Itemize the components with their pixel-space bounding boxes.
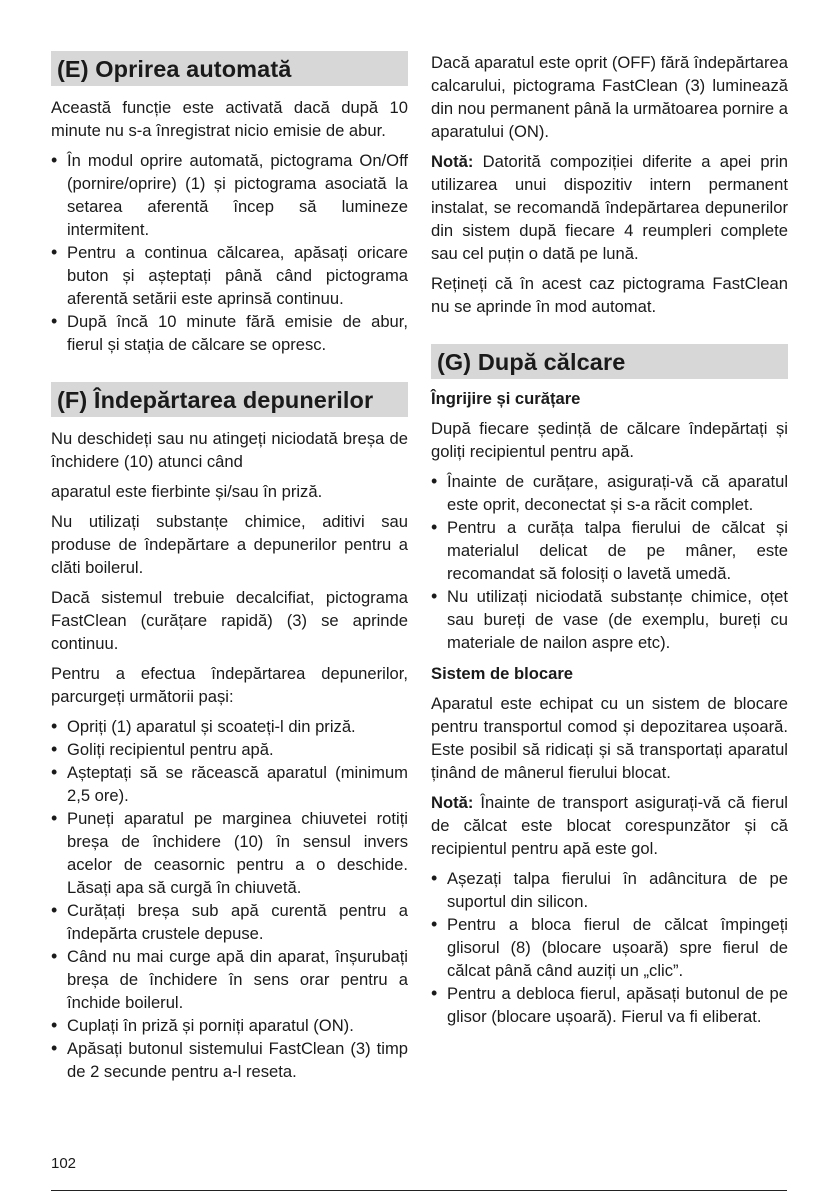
list-item: • Cuplați în priză și porniți aparatul (ON). (51, 1014, 408, 1037)
lock-paragraph: Aparatul este echipat cu un sistem de blocare pentru transportul comod și depozitarea ușoară. Este posibil să ridicați și să transportați aparatul ținând de mânerul fierului blocat. (431, 694, 788, 782)
note-paragraph (431, 791, 788, 860)
page-number: 102 (51, 1155, 77, 1172)
lock-subheading: Sistem de blocare (431, 664, 574, 683)
list-item: • Pentru a debloca fierul, apăsați butonul de pe glisor (blocare ușoară). Fierul va fi eliberat. (431, 982, 788, 1028)
list-item: • Așteptați să se răcească aparatul (minimum 2,5 ore). (51, 761, 408, 807)
section-f-heading: (F) Îndepărtarea depunerilor (51, 382, 408, 417)
section-f-paragraph: aparatul este fierbinte și/sau în priză. (51, 482, 323, 501)
section-f-paragraph: Pentru a efectua îndepărtarea depunerilor, parcurgeți următorii pași: (51, 664, 408, 706)
note-paragraph (431, 150, 788, 265)
note-text: Înainte de transport asigurați-vă că fierul de călcat este blocat corespunzător și că recipientul pentru apă este gol. (431, 793, 788, 858)
care-subheading: Îngrijire și curățare (431, 389, 581, 408)
section-e-heading: (E) Oprirea automată (51, 51, 408, 86)
section-e-intro: Această funcție este activată dacă după 10 minute nu s-a înregistrat nicio emisie de abur. (51, 98, 408, 140)
list-item: • Pentru a bloca fierul de călcat împingeți glisorul (8) (blocare ușoară) spre fierul de călcat până când auziți un „clic”. (431, 913, 788, 982)
section-f-paragraph: Dacă sistemul trebuie decalcifiat, pictograma FastClean (curățare rapidă) (3) se aprinde continuu. (51, 588, 408, 653)
list-item: • Nu utilizați niciodată substanțe chimice, oțet sau bureți de vase (de exemplu, bureți cu materiale de nailon aspre etc). (431, 585, 788, 654)
right-column (431, 51, 788, 1028)
fastclean-paragraph: Dacă aparatul este oprit (OFF) fără îndepărtarea calcarului, pictograma FastClean (3) luminează din nou permanent până la următoarea pornire a aparatului (ON). (431, 53, 789, 141)
list-item: • Puneți aparatul pe marginea chiuvetei rotiți breșa de închidere (10) în sensul invers acelor de ceasornic pentru a o deschide. Lăsați apa să curgă în chiuvetă. (51, 807, 408, 899)
list-item: • După încă 10 minute fără emisie de abur, fierul și stația de călcare se opresc. (51, 310, 408, 356)
section-f-paragraph: Nu deschideți sau nu atingeți niciodată breșa de închidere (10) atunci când (51, 429, 408, 471)
section-f-list (51, 715, 408, 1083)
section-e-list (51, 149, 408, 356)
list-item: • Pentru a curăța talpa fierului de călcat și materialul delicat de pe mâner, este recomandat să folosiți o lavetă umedă. (431, 516, 788, 585)
lock-list (431, 867, 788, 1028)
list-item: • În modul oprire automată, pictograma On/Off (pornire/oprire) (1) și pictograma asociată la setarea aferentă încep să lumineze intermitent. (51, 149, 408, 241)
note-label: Notă: (431, 793, 474, 812)
note-label: Notă: (431, 152, 474, 171)
list-item: • Apăsați butonul sistemului FastClean (3) timp de 2 secunde pentru a-l reseta. (51, 1037, 408, 1083)
list-item: • Opriți (1) aparatul și scoateți-l din priză. (51, 715, 408, 738)
left-column (51, 51, 408, 1083)
section-f-paragraph: Nu utilizați substanțe chimice, aditivi sau produse de îndepărtare a depunerilor pentru a clăti boilerul. (51, 512, 408, 577)
care-paragraph: După fiecare ședință de călcare îndepărtați și goliți recipientul pentru apă. (431, 419, 788, 461)
list-item: • Așezați talpa fierului în adâncitura de pe suportul din silicon. (431, 867, 788, 913)
list-item: • Înainte de curățare, asigurați-vă că aparatul este oprit, deconectat și s-a răcit complet. (431, 470, 788, 516)
list-item: • Pentru a continua călcarea, apăsați oricare buton și așteptați până când pictograma aferentă setării este aprinsă continuu. (51, 241, 408, 310)
care-list (431, 470, 788, 654)
list-item: • Curățați breșa sub apă curentă pentru a îndepărta crustele depuse. (51, 899, 408, 945)
fastclean-note-paragraph: Rețineți că în acest caz pictograma FastClean nu se aprinde în mod automat. (431, 274, 788, 316)
footer-divider (51, 1190, 787, 1191)
note-text: Datorită compoziției diferite a apei prin utilizarea unui dispozitiv intern permanent instalat, se recomandă îndepărtarea depunerilor din sistem după fiecare 4 reumpleri complete sau cel puțin o dată pe lună. (431, 152, 788, 263)
list-item: • Goliți recipientul pentru apă. (51, 738, 408, 761)
list-item: • Când nu mai curge apă din aparat, înșurubați breșa de închidere în sens orar pentru a închide boilerul. (51, 945, 408, 1014)
section-g-heading: (G) După călcare (431, 344, 788, 379)
